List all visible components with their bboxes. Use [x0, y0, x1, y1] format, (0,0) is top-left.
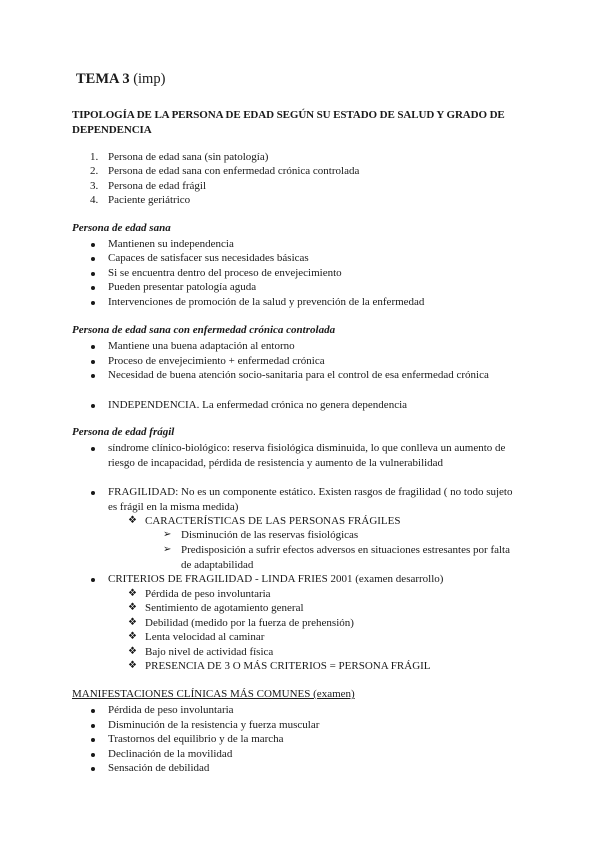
- list-item: Mantienen su independencia: [108, 238, 234, 250]
- bullet-icon: [91, 345, 95, 349]
- bullet-icon: [91, 767, 95, 771]
- bullet-icon: [91, 724, 95, 728]
- list-item: CRITERIOS DE FRAGILIDAD - LINDA FRIES 2001 (examen desarrollo): [108, 573, 444, 585]
- list-number: 2.: [90, 165, 99, 177]
- diamond-bullet-icon: ❖: [128, 646, 137, 657]
- criteria-item: Sentimiento de agotamiento general: [145, 602, 304, 614]
- list-item: Disminución de la resistencia y fuerza muscular: [108, 719, 320, 731]
- bullet-icon: [91, 301, 95, 305]
- bullet-icon: [91, 286, 95, 290]
- criteria-item: Pérdida de peso involuntaria: [145, 588, 271, 600]
- bullet-icon: [91, 447, 95, 451]
- bullet-icon: [91, 578, 95, 582]
- criteria-item: Debilidad (medido por la fuerza de prehensión): [145, 617, 354, 629]
- list-item: Si se encuentra dentro del proceso de envejecimiento: [108, 267, 342, 279]
- bullet-icon: [91, 360, 95, 364]
- list-item: Paciente geriátrico: [108, 194, 191, 206]
- list-item: Proceso de envejecimiento + enfermedad crónica: [108, 355, 325, 367]
- bullet-icon: [91, 243, 95, 247]
- list-item: FRAGILIDAD: No es un componente estático. Existen rasgos de fragilidad ( no todo sujeto es frágil en la misma medida): [108, 486, 513, 513]
- list-item: Persona de edad frágil: [108, 180, 207, 192]
- list-item: INDEPENDENCIA. La enfermedad crónica no genera dependencia: [108, 399, 408, 411]
- list-item: Mantiene una buena adaptación al entorno: [108, 340, 295, 352]
- bullet-icon: [91, 374, 95, 378]
- list-item: síndrome clínico-biológico: reserva fisiológica disminuida, lo que conlleva un aumento de riesgo de incapacidad, pérdida de resistencia y aumento de la vulnerabilidad: [108, 442, 506, 469]
- bullet-icon: [91, 738, 95, 742]
- diamond-bullet-icon: ❖: [128, 515, 137, 526]
- title-suffix: (imp): [133, 71, 166, 87]
- criteria-item: Bajo nivel de actividad física: [145, 646, 274, 658]
- diamond-bullet-icon: ❖: [128, 602, 137, 613]
- section-title-sana: Persona de edad sana: [72, 222, 171, 234]
- sub-item: Disminución de las reservas fisiológicas: [181, 529, 359, 541]
- title-bold: TEMA 3: [76, 71, 130, 87]
- bullet-icon: [91, 257, 95, 261]
- list-item: Declinación de la movilidad: [108, 748, 233, 760]
- section-title-fragil: Persona de edad frágil: [72, 426, 175, 438]
- list-number: 1.: [90, 151, 99, 163]
- sub-heading: CARACTERÍSTICAS DE LAS PERSONAS FRÁGILES: [145, 515, 401, 527]
- list-item: Pueden presentar patología aguda: [108, 281, 257, 293]
- bullet-icon: [91, 272, 95, 276]
- list-item: Intervenciones de promoción de la salud y prevención de la enfermedad: [108, 296, 425, 308]
- diamond-bullet-icon: ❖: [128, 660, 137, 671]
- sub-item: Predisposición a sufrir efectos adversos en situaciones estresantes por falta de adaptabilidad: [181, 544, 510, 571]
- diamond-bullet-icon: ❖: [128, 588, 137, 599]
- list-item: Persona de edad sana con enfermedad crónica controlada: [108, 165, 360, 177]
- diamond-bullet-icon: ❖: [128, 631, 137, 642]
- bullet-icon: [91, 753, 95, 757]
- criteria-item: Lenta velocidad al caminar: [145, 631, 265, 643]
- main-heading: TIPOLOGÍA DE LA PERSONA DE EDAD SEGÚN SU ESTADO DE SALUD Y GRADO DE DEPENDENCIA: [72, 109, 505, 136]
- list-item: Sensación de debilidad: [108, 762, 210, 774]
- bullet-icon: [91, 404, 95, 408]
- list-item: Trastornos del equilibrio y de la marcha: [108, 733, 284, 745]
- list-item: Persona de edad sana (sin patología): [108, 151, 269, 163]
- criteria-item: PRESENCIA DE 3 O MÁS CRITERIOS = PERSONA FRÁGIL: [145, 660, 431, 672]
- bullet-icon: [91, 709, 95, 713]
- list-number: 4.: [90, 194, 99, 206]
- diamond-bullet-icon: ❖: [128, 617, 137, 628]
- list-item: Pérdida de peso involuntaria: [108, 704, 234, 716]
- page-title: [76, 71, 165, 88]
- list-item: Necesidad de buena atención socio-sanitaria para el control de esa enfermedad crónica: [108, 369, 489, 381]
- arrow-bullet-icon: ➢: [163, 529, 172, 540]
- bullet-icon: [91, 491, 95, 495]
- arrow-bullet-icon: ➢: [163, 544, 172, 555]
- section-title-cronica: Persona de edad sana con enfermedad crónica controlada: [72, 324, 336, 336]
- list-item: Capaces de satisfacer sus necesidades básicas: [108, 252, 309, 264]
- list-number: 3.: [90, 180, 99, 192]
- section-title-manifestaciones: MANIFESTACIONES CLÍNICAS MÁS COMUNES (examen): [72, 688, 355, 700]
